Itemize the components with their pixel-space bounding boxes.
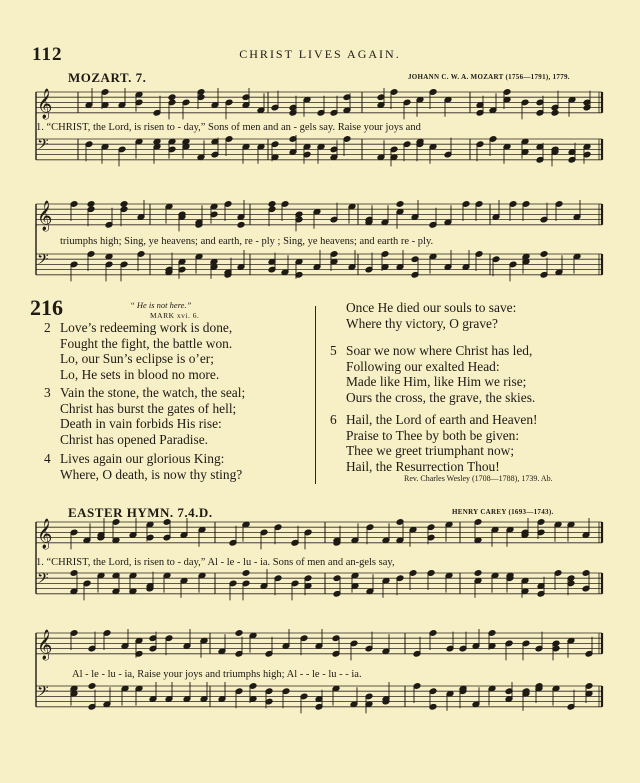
verse-line: Christ has opened Paradise. (60, 431, 209, 447)
verse-line: Vain the stone, the watch, the seal; (60, 385, 246, 400)
notehead (268, 201, 276, 208)
notehead (87, 201, 95, 208)
notehead (235, 630, 243, 637)
page-number: 112 (32, 44, 63, 65)
lyrics-system-4: Al - le - lu - ia, Raise your joys and triumphs high; Al - - le - lu - - ia. (72, 669, 362, 680)
verse-2 (44, 320, 233, 382)
verse-line: Made like Him, like Him we rise; (346, 374, 527, 390)
verse-line: Christ has burst the gates of hell; (60, 400, 237, 416)
notehead (396, 201, 404, 208)
verse-number: 5 (330, 343, 337, 358)
notehead (237, 222, 245, 229)
verse-line: Fought the fight, the battle won. (60, 335, 233, 351)
column-divider (315, 306, 316, 484)
verse-line: Thee we greet triumphant now; (346, 443, 515, 459)
verse-line: Following our exalted Head: (346, 358, 500, 374)
notehead (429, 89, 437, 96)
treble-clef-icon: 𝄞 (37, 201, 53, 231)
treble-clef-icon: 𝄞 (37, 519, 53, 549)
hymn-attribution: Rev. Charles Wesley (1708—1788), 1739. Ab. (404, 474, 553, 483)
verse-4 (44, 451, 243, 482)
scripture-reference: MARK xvi. 6. (150, 311, 200, 320)
verse-line: Lo, He sets in blood no more. (60, 366, 220, 382)
notehead (242, 570, 250, 577)
notehead (83, 580, 91, 587)
lyrics-system-3: 1. “CHRIST, the Lord, is risen to - day,” Al - le - lu - ia. Sons of men and an-gels say, (36, 557, 395, 568)
epigraph: “ He is not here.” (130, 300, 192, 310)
notehead (540, 251, 548, 258)
lyrics-system-1: 1. “CHRIST, the Lord, is risen to - day,” Sons of men and an - gels say. Raise your joys and (36, 122, 421, 133)
verse-line: Lo, our Sun’s eclipse is o’er; (60, 351, 214, 367)
verse-number: 4 (44, 451, 51, 466)
verse-line: Once He died our souls to save: (346, 300, 517, 315)
bass-clef-icon: 𝄢 (37, 136, 49, 157)
verse-3 (44, 385, 246, 447)
bass-clef-icon: 𝄢 (37, 251, 49, 272)
verse-line: Lives again our glorious King: (60, 451, 225, 466)
running-title: CHRIST LIVES AGAIN. (239, 47, 401, 61)
notehead (427, 570, 435, 577)
treble-clef-icon: 𝄞 (37, 630, 53, 660)
hymn-number: 216 (30, 295, 63, 320)
verse-4-continued (346, 300, 516, 331)
tune-name-easter-hymn: EASTER HYMN. 7.4.D. (68, 505, 213, 520)
verse-line: Where, O death, is now thy sting? (60, 466, 243, 482)
notehead (120, 201, 128, 208)
verse-6 (330, 412, 538, 474)
notehead (505, 640, 513, 647)
lyrics-system-2: triumphs high; Sing, ye heavens; and earth, re - ply ; Sing, ye heavens; and earth re - ply. (60, 236, 434, 247)
verse-5 (330, 343, 536, 405)
composer-easter-hymn: HENRY CAREY (1693—1743). (452, 508, 554, 516)
notehead (429, 222, 437, 229)
notehead (304, 529, 312, 536)
bass-clef-icon: 𝄢 (37, 683, 49, 704)
notehead (551, 110, 559, 117)
verse-line: Hail, the Lord of earth and Heaven! (346, 412, 538, 427)
treble-clef-icon: 𝄞 (37, 89, 53, 119)
bass-clef-icon: 𝄢 (37, 570, 49, 591)
composer-mozart: JOHANN C. W. A. MOZART (1756—1791), 1779. (408, 73, 570, 81)
notehead (168, 94, 176, 101)
tune-name-mozart: MOZART. 7. (68, 70, 147, 85)
notehead (474, 570, 482, 577)
verse-line: Where thy victory, O grave? (346, 315, 498, 331)
verse-line: Ours the cross, the grave, the skies. (346, 389, 536, 405)
verse-number: 6 (330, 412, 337, 427)
verse-line: Hail, the Resurrection Thou! (346, 458, 500, 474)
notehead (88, 683, 96, 690)
notehead (291, 540, 299, 547)
verse-line: Praise to Thee by both be given: (346, 427, 520, 443)
verse-number: 2 (44, 320, 51, 335)
verse-line: Death in vain forbids His rise: (60, 416, 222, 432)
verse-line: Love’s redeeming work is done, (60, 320, 233, 335)
verse-number: 3 (44, 385, 51, 400)
verse-line: Soar we now where Christ has led, (346, 343, 533, 358)
